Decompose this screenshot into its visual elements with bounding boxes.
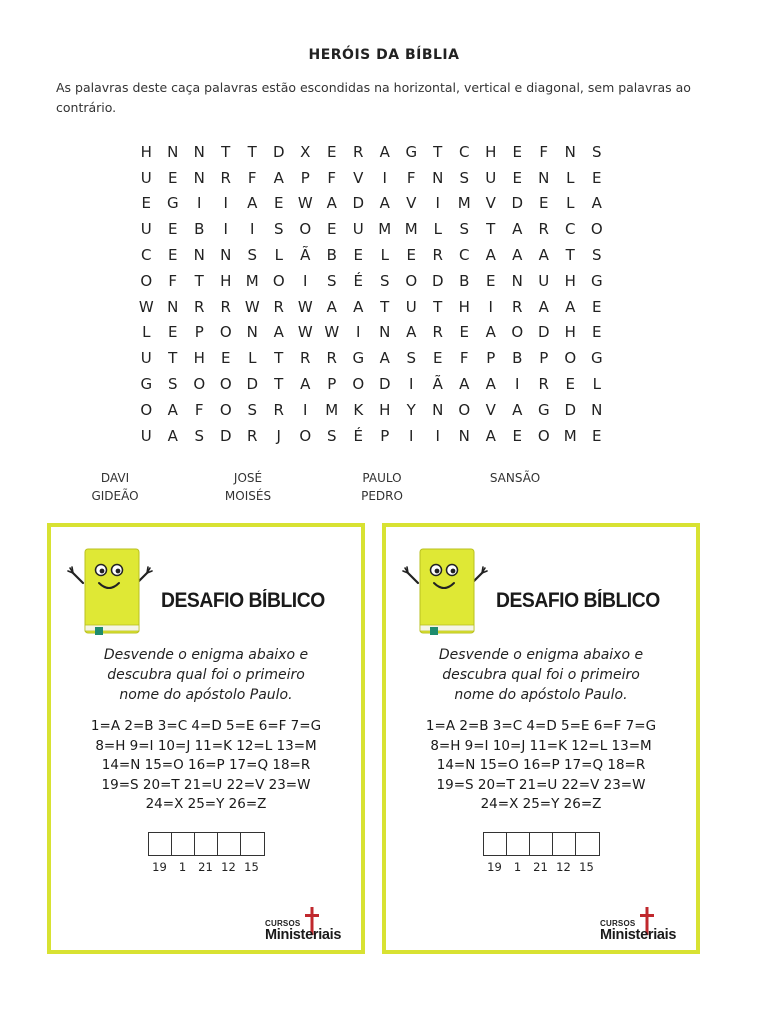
grid-letter[interactable]: I bbox=[303, 400, 308, 419]
grid-letter[interactable]: W bbox=[297, 297, 313, 316]
grid-letter[interactable]: A bbox=[485, 246, 496, 265]
logo-small-text: CURSOS bbox=[600, 919, 636, 928]
cipher-line: 19=S 20=T 21=U 22=V 23=W bbox=[436, 776, 646, 793]
grid-letter[interactable]: G bbox=[352, 349, 365, 368]
grid-letter[interactable]: U bbox=[352, 220, 364, 239]
grid-row bbox=[133, 139, 610, 165]
grid-letter[interactable]: S bbox=[247, 246, 258, 265]
instructions: As palavras deste caça palavras estão escondidas na horizontal, vertical e diagonal, sem palavras ao contrário. bbox=[56, 80, 691, 115]
logo-big-text: Ministeriais bbox=[265, 927, 342, 943]
grid-letter[interactable]: M bbox=[378, 220, 392, 239]
answer-number: 19 bbox=[152, 860, 167, 874]
grid-letter[interactable]: A bbox=[565, 297, 576, 316]
grid-letter[interactable]: H bbox=[564, 271, 576, 290]
grid-letter[interactable]: S bbox=[326, 271, 337, 290]
grid-letter[interactable]: T bbox=[380, 297, 390, 316]
grid-letter[interactable]: H bbox=[193, 349, 205, 368]
answer-numbers bbox=[483, 860, 613, 874]
answer-boxes bbox=[483, 832, 598, 856]
grid-letter[interactable]: D bbox=[246, 375, 259, 394]
grid-letter[interactable]: H bbox=[140, 142, 152, 161]
grid-letter[interactable]: D bbox=[431, 271, 444, 290]
answer-number: 15 bbox=[579, 860, 594, 874]
grid-letter[interactable]: E bbox=[168, 168, 178, 187]
grid-letter[interactable]: T bbox=[565, 246, 575, 265]
grid-letter[interactable]: G bbox=[166, 194, 179, 213]
grid-letter[interactable]: A bbox=[273, 168, 284, 187]
smiling-book-icon bbox=[394, 543, 494, 643]
answer-number: 12 bbox=[556, 860, 571, 874]
cipher-line: 24=X 25=Y 26=Z bbox=[145, 796, 267, 812]
card-title: DESAFIO BÍBLICO bbox=[161, 589, 325, 612]
grid-letter[interactable]: A bbox=[485, 426, 496, 445]
grid-letter[interactable]: L bbox=[566, 168, 575, 187]
grid-letter[interactable]: O bbox=[140, 271, 153, 290]
grid-letter[interactable]: J bbox=[276, 426, 281, 445]
grid-row bbox=[133, 397, 610, 423]
grid-letter[interactable]: U bbox=[485, 168, 497, 187]
grid-letter[interactable]: I bbox=[223, 220, 228, 239]
word-item: MOISÉS bbox=[224, 489, 272, 503]
grid-letter[interactable]: E bbox=[168, 323, 178, 342]
grid-letter[interactable]: O bbox=[564, 349, 577, 368]
grid-letter[interactable]: I bbox=[356, 323, 361, 342]
grid-letter[interactable]: C bbox=[459, 142, 470, 161]
grid-letter[interactable]: T bbox=[274, 375, 284, 394]
grid-letter[interactable]: R bbox=[273, 297, 284, 316]
grid-letter[interactable]: U bbox=[140, 349, 152, 368]
grid-letter[interactable]: I bbox=[515, 375, 520, 394]
answer-number: 12 bbox=[221, 860, 236, 874]
grid-letter[interactable]: I bbox=[409, 426, 414, 445]
grid-row bbox=[133, 242, 610, 268]
grid-letter[interactable]: E bbox=[274, 194, 284, 213]
grid-letter[interactable]: R bbox=[220, 297, 231, 316]
grid-letter[interactable]: L bbox=[142, 323, 151, 342]
word-item: GIDEÃO bbox=[91, 489, 139, 503]
grid-letter[interactable]: F bbox=[247, 168, 257, 187]
grid-letter[interactable]: E bbox=[592, 168, 602, 187]
grid-letter[interactable]: R bbox=[538, 375, 549, 394]
grid-letter[interactable]: N bbox=[193, 168, 205, 187]
grid-letter[interactable]: D bbox=[537, 323, 550, 342]
grid-letter[interactable]: H bbox=[458, 297, 470, 316]
grid-letter[interactable]: A bbox=[247, 194, 258, 213]
grid-letter[interactable]: S bbox=[459, 168, 470, 187]
challenge-card-left bbox=[47, 523, 365, 954]
grid-letter[interactable]: E bbox=[512, 142, 522, 161]
grid-letter[interactable]: E bbox=[221, 349, 231, 368]
grid-letter[interactable]: N bbox=[564, 142, 576, 161]
grid-letter[interactable]: R bbox=[300, 349, 311, 368]
grid-letter[interactable]: R bbox=[326, 349, 337, 368]
grid-letter[interactable]: N bbox=[220, 246, 232, 265]
word-item: DAVI bbox=[100, 471, 130, 485]
grid-letter[interactable]: T bbox=[274, 349, 284, 368]
grid-letter[interactable]: A bbox=[379, 349, 390, 368]
grid-letter[interactable]: C bbox=[565, 220, 576, 239]
grid-letter[interactable]: G bbox=[590, 349, 603, 368]
answer-numbers bbox=[148, 860, 278, 874]
grid-letter[interactable]: U bbox=[140, 168, 152, 187]
grid-letter[interactable]: S bbox=[591, 142, 602, 161]
answer-box[interactable] bbox=[552, 832, 577, 856]
grid-letter[interactable]: E bbox=[327, 142, 337, 161]
grid-row bbox=[133, 320, 610, 346]
grid-letter[interactable]: F bbox=[168, 271, 178, 290]
grid-letter[interactable]: N bbox=[167, 142, 179, 161]
grid-letter[interactable]: D bbox=[219, 426, 232, 445]
grid-letter[interactable]: C bbox=[141, 246, 152, 265]
grid-letter[interactable]: P bbox=[539, 349, 549, 368]
grid-letter[interactable]: S bbox=[379, 271, 390, 290]
grid-letter[interactable]: O bbox=[219, 323, 232, 342]
grid-letter[interactable]: S bbox=[194, 426, 205, 445]
answer-number: 19 bbox=[487, 860, 502, 874]
grid-letter[interactable]: E bbox=[168, 246, 178, 265]
answer-box[interactable] bbox=[194, 832, 219, 856]
grid-row bbox=[133, 165, 610, 191]
challenge-card-right bbox=[382, 523, 700, 954]
grid-letter[interactable]: O bbox=[219, 375, 232, 394]
grid-letter[interactable]: E bbox=[592, 323, 602, 342]
word-item: PAULO bbox=[362, 471, 402, 485]
grid-letter[interactable]: H bbox=[379, 400, 391, 419]
cipher-line: 1=A 2=B 3=C 4=D 5=E 6=F 7=G bbox=[90, 718, 322, 734]
grid-letter[interactable]: A bbox=[326, 297, 337, 316]
word-item: PEDRO bbox=[361, 489, 403, 503]
grid-letter[interactable]: M bbox=[404, 220, 418, 239]
grid-letter[interactable]: A bbox=[485, 375, 496, 394]
answer-box[interactable] bbox=[483, 832, 508, 856]
grid-letter[interactable]: O bbox=[405, 271, 418, 290]
grid-letter[interactable]: M bbox=[563, 426, 577, 445]
grid-letter[interactable]: W bbox=[297, 323, 313, 342]
grid-letter[interactable]: E bbox=[512, 426, 522, 445]
grid-letter[interactable]: O bbox=[458, 400, 471, 419]
grid-letter[interactable]: A bbox=[538, 246, 549, 265]
grid-letter[interactable]: R bbox=[273, 400, 284, 419]
grid-letter[interactable]: I bbox=[197, 194, 202, 213]
answer-box[interactable] bbox=[506, 832, 531, 856]
grid-letter[interactable]: Ã bbox=[432, 375, 443, 394]
grid-letter[interactable]: R bbox=[538, 220, 549, 239]
grid-letter[interactable]: E bbox=[168, 220, 178, 239]
grid-letter[interactable]: V bbox=[485, 194, 496, 213]
grid-letter[interactable]: U bbox=[538, 271, 550, 290]
grid-letter[interactable]: É bbox=[353, 426, 363, 445]
grid-letter[interactable]: F bbox=[194, 400, 204, 419]
answer-box[interactable] bbox=[240, 832, 265, 856]
grid-letter[interactable]: W bbox=[138, 297, 154, 316]
grid-letter[interactable]: B bbox=[326, 246, 337, 265]
instruction-line: Desvende o enigma abaixo e bbox=[103, 647, 309, 663]
grid-letter[interactable]: A bbox=[379, 142, 390, 161]
answer-number: 1 bbox=[178, 860, 187, 874]
card-instructions bbox=[386, 645, 696, 705]
grid-letter[interactable]: P bbox=[486, 349, 496, 368]
answer-box[interactable] bbox=[148, 832, 173, 856]
grid-letter[interactable]: S bbox=[167, 375, 178, 394]
grid-letter[interactable]: I bbox=[382, 168, 387, 187]
grid-letter[interactable]: G bbox=[537, 400, 550, 419]
grid-letter[interactable]: N bbox=[432, 400, 444, 419]
cipher-line: 14=N 15=O 16=P 17=Q 18=R bbox=[436, 757, 646, 773]
grid-letter[interactable]: R bbox=[432, 246, 443, 265]
instruction-line: descubra qual foi o primeiro bbox=[107, 667, 305, 683]
grid-letter[interactable]: E bbox=[565, 375, 575, 394]
grid-letter[interactable]: I bbox=[250, 220, 255, 239]
grid-letter[interactable]: F bbox=[327, 168, 337, 187]
grid-letter[interactable]: R bbox=[353, 142, 364, 161]
grid-letter[interactable]: R bbox=[247, 426, 258, 445]
cipher-line: 19=S 20=T 21=U 22=V 23=W bbox=[101, 776, 311, 793]
grid-letter[interactable]: N bbox=[167, 297, 179, 316]
grid-letter[interactable]: S bbox=[326, 426, 337, 445]
grid-row bbox=[133, 345, 610, 371]
grid-letter[interactable]: E bbox=[327, 220, 337, 239]
grid-letter[interactable]: D bbox=[378, 375, 391, 394]
grid-letter[interactable]: L bbox=[380, 246, 389, 265]
smiling-book-icon bbox=[59, 543, 159, 643]
grid-letter[interactable]: M bbox=[457, 194, 471, 213]
grid-letter[interactable]: O bbox=[299, 220, 312, 239]
grid-letter[interactable]: N bbox=[538, 168, 550, 187]
grid-letter[interactable]: V bbox=[406, 194, 417, 213]
grid-letter[interactable]: L bbox=[274, 246, 283, 265]
grid-letter[interactable]: C bbox=[459, 246, 470, 265]
grid-letter[interactable]: L bbox=[433, 220, 442, 239]
grid-letter[interactable]: A bbox=[273, 323, 284, 342]
logo-big-text: Ministeriais bbox=[600, 927, 677, 943]
page-title: HERÓIS DA BÍBLIA bbox=[308, 47, 460, 63]
grid-row bbox=[133, 294, 610, 320]
cipher-line: 8=H 9=I 10=J 11=K 12=L 13=M bbox=[95, 737, 317, 754]
grid-letter[interactable]: A bbox=[300, 375, 311, 394]
answer-box[interactable] bbox=[171, 832, 196, 856]
grid-letter[interactable]: E bbox=[592, 297, 602, 316]
grid-letter[interactable]: S bbox=[247, 400, 258, 419]
grid-letter[interactable]: W bbox=[244, 297, 260, 316]
grid-letter[interactable]: A bbox=[379, 194, 390, 213]
word-item: SANSÃO bbox=[489, 471, 541, 485]
grid-letter[interactable]: E bbox=[459, 323, 469, 342]
grid-letter[interactable]: S bbox=[459, 220, 470, 239]
grid-letter[interactable]: T bbox=[433, 297, 443, 316]
grid-letter[interactable]: I bbox=[223, 194, 228, 213]
grid-letter[interactable]: H bbox=[220, 271, 232, 290]
answer-number: 15 bbox=[244, 860, 259, 874]
grid-letter[interactable]: R bbox=[220, 168, 231, 187]
grid-letter[interactable]: A bbox=[591, 194, 602, 213]
answer-box[interactable] bbox=[575, 832, 600, 856]
grid-letter[interactable]: A bbox=[167, 400, 178, 419]
grid-letter[interactable]: O bbox=[511, 323, 524, 342]
grid-row bbox=[133, 268, 610, 294]
instruction-line: nome do apóstolo Paulo. bbox=[119, 687, 293, 703]
grid-letter[interactable]: D bbox=[352, 194, 365, 213]
answer-number: 21 bbox=[533, 860, 548, 874]
grid-letter[interactable]: T bbox=[433, 142, 443, 161]
grid-letter[interactable]: E bbox=[592, 426, 602, 445]
grid-letter[interactable]: I bbox=[488, 297, 493, 316]
grid-letter[interactable]: G bbox=[405, 142, 418, 161]
grid-letter[interactable]: U bbox=[405, 297, 417, 316]
grid-letter[interactable]: I bbox=[435, 194, 440, 213]
grid-letter[interactable]: H bbox=[485, 142, 497, 161]
grid-letter[interactable]: A bbox=[485, 323, 496, 342]
card-title: DESAFIO BÍBLICO bbox=[496, 589, 660, 612]
grid-letter[interactable]: B bbox=[194, 220, 205, 239]
cipher-key bbox=[386, 717, 696, 815]
grid-letter[interactable]: D bbox=[564, 400, 577, 419]
grid-letter[interactable]: P bbox=[327, 375, 337, 394]
logo-small-text: CURSOS bbox=[265, 919, 301, 928]
grid-letter[interactable]: A bbox=[167, 426, 178, 445]
grid-letter[interactable]: O bbox=[352, 375, 365, 394]
grid-letter[interactable]: T bbox=[221, 142, 231, 161]
grid-letter[interactable]: É bbox=[353, 271, 363, 290]
grid-letter[interactable]: G bbox=[140, 375, 153, 394]
grid-letter[interactable]: E bbox=[141, 194, 151, 213]
grid-letter[interactable]: N bbox=[379, 323, 391, 342]
answer-box[interactable] bbox=[217, 832, 242, 856]
grid-letter[interactable]: R bbox=[512, 297, 523, 316]
answer-number: 1 bbox=[513, 860, 522, 874]
grid-letter[interactable]: A bbox=[538, 297, 549, 316]
grid-letter[interactable]: L bbox=[592, 375, 601, 394]
grid-letter[interactable]: W bbox=[324, 323, 340, 342]
grid-letter[interactable]: T bbox=[247, 142, 257, 161]
grid-letter[interactable]: N bbox=[246, 323, 258, 342]
answer-number: 21 bbox=[198, 860, 213, 874]
grid-letter[interactable]: E bbox=[539, 194, 549, 213]
cursos-ministeriais-logo bbox=[265, 907, 360, 947]
grid-letter[interactable]: D bbox=[511, 194, 524, 213]
grid-letter[interactable]: E bbox=[406, 246, 416, 265]
grid-letter[interactable]: A bbox=[512, 400, 523, 419]
instruction-line: Desvende o enigma abaixo e bbox=[438, 647, 644, 663]
cipher-line: 14=N 15=O 16=P 17=Q 18=R bbox=[101, 757, 311, 773]
grid-letter[interactable]: X bbox=[300, 142, 311, 161]
word-list bbox=[70, 469, 590, 509]
grid-letter[interactable]: S bbox=[591, 246, 602, 265]
grid-letter[interactable]: O bbox=[537, 426, 550, 445]
grid-letter[interactable]: G bbox=[590, 271, 603, 290]
grid-letter[interactable]: D bbox=[272, 142, 285, 161]
instruction-line: nome do apóstolo Paulo. bbox=[454, 687, 628, 703]
grid-letter[interactable]: K bbox=[353, 400, 364, 419]
grid-letter[interactable]: W bbox=[297, 194, 313, 213]
grid-letter[interactable]: B bbox=[459, 271, 470, 290]
cursos-ministeriais-logo bbox=[600, 907, 695, 947]
grid-letter[interactable]: R bbox=[194, 297, 205, 316]
grid-letter[interactable]: V bbox=[485, 400, 496, 419]
grid-letter[interactable]: E bbox=[353, 246, 363, 265]
word-search-grid bbox=[133, 139, 610, 449]
answer-boxes bbox=[148, 832, 263, 856]
grid-letter[interactable]: S bbox=[406, 349, 417, 368]
grid-letter[interactable]: N bbox=[193, 142, 205, 161]
grid-letter[interactable]: O bbox=[140, 400, 153, 419]
grid-letter[interactable]: E bbox=[433, 349, 443, 368]
grid-row bbox=[133, 371, 610, 397]
grid-letter[interactable]: R bbox=[432, 323, 443, 342]
grid-letter[interactable]: P bbox=[194, 323, 204, 342]
grid-letter[interactable]: E bbox=[512, 168, 522, 187]
grid-row bbox=[133, 216, 610, 242]
grid-letter[interactable]: N bbox=[511, 271, 523, 290]
grid-letter[interactable]: A bbox=[512, 220, 523, 239]
grid-letter[interactable]: A bbox=[512, 246, 523, 265]
grid-letter[interactable]: N bbox=[591, 400, 603, 419]
cipher-line: 24=X 25=Y 26=Z bbox=[480, 796, 602, 812]
grid-letter[interactable]: I bbox=[435, 426, 440, 445]
grid-letter[interactable]: T bbox=[194, 271, 204, 290]
word-item: JOSÉ bbox=[233, 471, 263, 485]
grid-letter[interactable]: I bbox=[303, 271, 308, 290]
grid-letter[interactable]: B bbox=[512, 349, 523, 368]
grid-letter[interactable]: A bbox=[459, 375, 470, 394]
grid-letter[interactable]: M bbox=[245, 271, 259, 290]
cipher-line: 8=H 9=I 10=J 11=K 12=L 13=M bbox=[430, 737, 652, 754]
grid-letter[interactable]: U bbox=[140, 220, 152, 239]
grid-letter[interactable]: T bbox=[486, 220, 496, 239]
grid-letter[interactable]: E bbox=[486, 271, 496, 290]
grid-row bbox=[133, 423, 610, 449]
grid-letter[interactable]: P bbox=[300, 168, 310, 187]
grid-letter[interactable]: F bbox=[406, 168, 416, 187]
grid-row bbox=[133, 191, 610, 217]
grid-letter[interactable]: F bbox=[459, 349, 469, 368]
grid-letter[interactable]: P bbox=[380, 426, 390, 445]
grid-letter[interactable]: A bbox=[406, 323, 417, 342]
answer-box[interactable] bbox=[529, 832, 554, 856]
card-instructions bbox=[51, 645, 361, 705]
grid-letter[interactable]: I bbox=[409, 375, 414, 394]
grid-letter[interactable]: S bbox=[273, 220, 284, 239]
grid-letter[interactable]: Ã bbox=[300, 246, 311, 265]
grid-letter[interactable]: O bbox=[299, 426, 312, 445]
grid-letter[interactable]: O bbox=[219, 400, 232, 419]
grid-letter[interactable]: O bbox=[590, 220, 603, 239]
grid-letter[interactable]: O bbox=[272, 271, 285, 290]
grid-letter[interactable]: L bbox=[248, 349, 257, 368]
grid-letter[interactable]: M bbox=[325, 400, 339, 419]
grid-letter[interactable]: Y bbox=[406, 400, 416, 419]
grid-letter[interactable]: O bbox=[193, 375, 206, 394]
instruction-line: descubra qual foi o primeiro bbox=[442, 667, 640, 683]
grid-letter[interactable]: A bbox=[326, 194, 337, 213]
cipher-key bbox=[51, 717, 361, 815]
grid-letter[interactable]: L bbox=[566, 194, 575, 213]
grid-letter[interactable]: N bbox=[458, 426, 470, 445]
grid-letter[interactable]: A bbox=[353, 297, 364, 316]
grid-letter[interactable]: T bbox=[168, 349, 178, 368]
grid-letter[interactable]: V bbox=[353, 168, 364, 187]
grid-letter[interactable]: U bbox=[140, 426, 152, 445]
grid-letter[interactable]: N bbox=[193, 246, 205, 265]
cipher-line: 1=A 2=B 3=C 4=D 5=E 6=F 7=G bbox=[425, 718, 657, 734]
grid-letter[interactable]: N bbox=[432, 168, 444, 187]
grid-letter[interactable]: F bbox=[539, 142, 549, 161]
grid-letter[interactable]: H bbox=[564, 323, 576, 342]
